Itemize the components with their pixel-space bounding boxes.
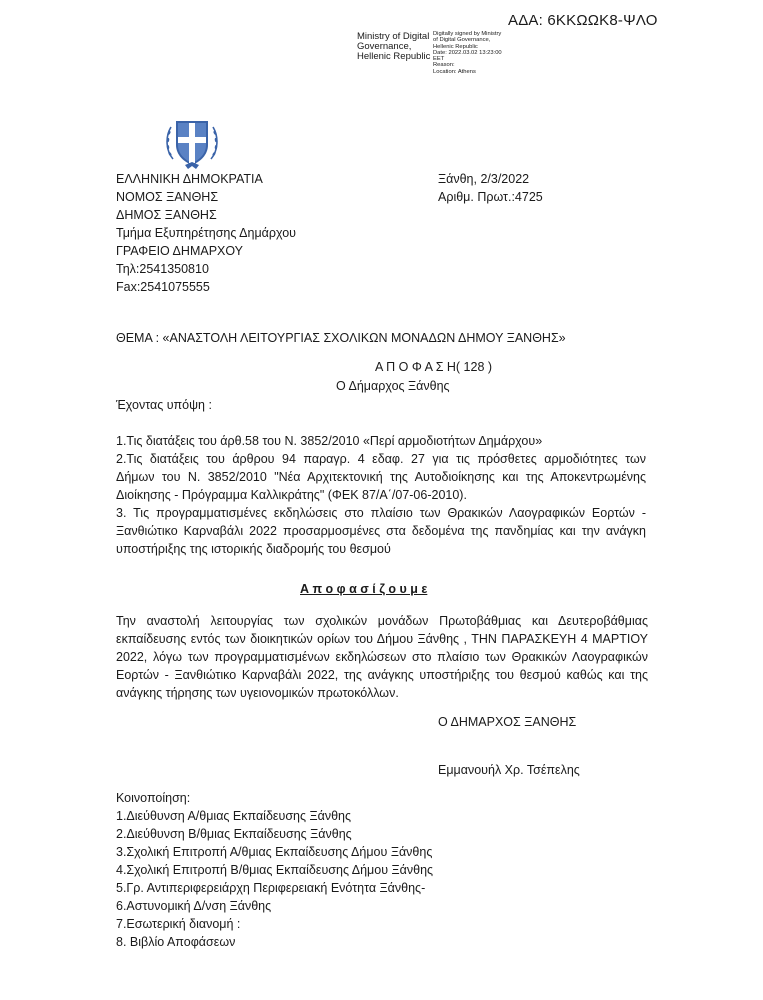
decision-line: ανάγκης τήρησης των υγειονομικών πρωτοκόλλων. [116,686,399,700]
sender-block [116,170,296,296]
signature-detail-line: Reason: [433,62,455,69]
signature-details [433,31,502,75]
signature-signer [357,32,430,62]
decision-line: εκπαίδευσης εντός των διοικητικών ορίων του Δήμου Ξάνθης , ΤΗΝ ΠΑΡΑΣΚΕΥΗ 4 ΜΑΡΤΙΟΥ [116,632,648,646]
place-date: Ξάνθη, 2/3/2022 [438,172,530,186]
signature-detail-line: Location: Athens [433,68,476,75]
considering-heading: Έχοντας υπόψη : [116,398,212,412]
sender-line: ΓΡΑΦΕΙΟ ΔΗΜΑΡΧΟΥ [116,244,244,258]
sender-line: ΕΛΛΗΝΙΚΗ ΔΗΜΟΚΡΑΤΙΑ [116,172,263,186]
signatory-name: Εμμανουήλ Χρ. Τσέπελης [438,763,580,777]
notification-item: 1.Διεύθυνση Α/θμιας Εκπαίδευσης Ξάνθης [116,809,352,823]
ada-code: ΑΔΑ: 6ΚΚΩΩΚ8-ΨΛΟ [508,12,658,29]
signature-signer-line: Hellenic Republic [357,51,431,62]
signature-detail-line: Hellenic Republic [433,43,478,50]
signature-signer-line: Governance, [357,41,412,52]
consideration-item: Ξανθιώτικο Καρναβάλι 2022 προσαρμοσμένες στα δεδομένα της πανδημίας και την ανάγκη [116,524,646,538]
signature-detail-line: Date: 2022.03.02 13:23:00 [433,49,502,56]
decision-title: Α Π Ο Φ Α Σ Η( 128 ) [375,360,493,374]
signature-detail-line: EET [433,56,445,63]
notification-item: 8. Βιβλίο Αποφάσεων [116,935,236,949]
signature-signer-line: Ministry of Digital [357,31,430,42]
consideration-item: υποστήριξης της ιστορικής διαδρομής του θεσμού [116,542,391,556]
signatory-role: Ο ΔΗΜΑΡΧΟΣ ΞΑΝΘΗΣ [438,715,577,729]
we-decide-heading: Α π ο φ α σ ί ζ ο υ μ ε [300,582,428,596]
consideration-item: Διοίκησης - Πρόγραμμα Καλλικράτης" (ΦΕΚ 87/Α΄/07-06-2010). [116,488,467,502]
mayor-title: Ο Δήμαρχος Ξάνθης [336,379,450,393]
decision-line: Εορτών - Ξανθιώτικο Καρναβάλι 2022, της ανάγκης υποστήριξης του θεσμού καθώς και της [116,668,648,682]
subject-line: ΘΕΜΑ : «ΑΝΑΣΤΟΛΗ ΛΕΙΤΟΥΡΓΙΑΣ ΣΧΟΛΙΚΩΝ ΜΟΝΑΔΩΝ ΔΗΜΟΥ ΞΑΝΘΗΣ» [116,331,566,345]
sender-line: ΝΟΜΟΣ ΞΑΝΘΗΣ [116,190,219,204]
sender-line: Τμήμα Εξυπηρέτησης Δημάρχου [116,226,297,240]
notification-item: 5.Γρ. Αντιπεριφερειάρχη Περιφερειακή Ενότητα Ξάνθης- [116,881,426,895]
decision-line: 2022, λόγω των προγραμματισμένων εκδηλώσεων στο πλαίσιο των Θρακικών Λαογραφικών [116,650,648,664]
notification-item: 2.Διεύθυνση Β/θμιας Εκπαίδευσης Ξάνθης [116,827,352,841]
notifications-block [116,789,433,951]
decision-text [116,612,648,702]
consideration-item: 3. Τις προγραμματισμένες εκδηλώσεις στο πλαίσιο των Θρακικών Λαογραφικών Εορτών - [116,506,646,520]
notification-heading: Κοινοποίηση: [116,791,191,805]
considerations-list [116,432,646,558]
sender-line: Fax:2541075555 [116,280,210,294]
notification-item: 6.Αστυνομική Δ/νση Ξάνθης [116,899,272,913]
signature-detail-line: of Digital Governance, [433,37,491,44]
decision-line: Την αναστολή λειτουργίας των σχολικών μονάδων Πρωτοβάθμιας και Δευτεροβάθμιας [116,614,648,628]
consideration-item: 2.Τις διατάξεις του άρθρου 94 παραγρ. 4 εδαφ. 27 για τις πρόσθετες αρμοδιότητες των [116,452,646,466]
hellenic-republic-emblem-icon [163,115,221,171]
sender-line: Τηλ:2541350810 [116,262,209,276]
document-meta [438,170,543,206]
protocol-number: Αριθμ. Πρωτ.:4725 [438,190,543,204]
notification-item: 3.Σχολική Επιτροπή Α/θμιας Εκπαίδευσης Δήμου Ξάνθης [116,845,433,859]
notification-item: 7.Εσωτερική διανομή : [116,917,241,931]
notification-item: 4.Σχολική Επιτροπή Β/θμιας Εκπαίδευσης Δήμου Ξάνθης [116,863,434,877]
consideration-item: Δήμων του Ν. 3852/2010 "Νέα Αρχιτεκτονική της Αυτοδιοίκησης και της Αποκεντρωμένης [116,470,646,484]
consideration-item: 1.Τις διατάξεις του άρθ.58 του Ν. 3852/2010 «Περί αρμοδιοτήτων Δημάρχου» [116,434,543,448]
sender-line: ΔΗΜΟΣ ΞΑΝΘΗΣ [116,208,217,222]
signature-detail-line: Digitally signed by Ministry [433,31,502,37]
